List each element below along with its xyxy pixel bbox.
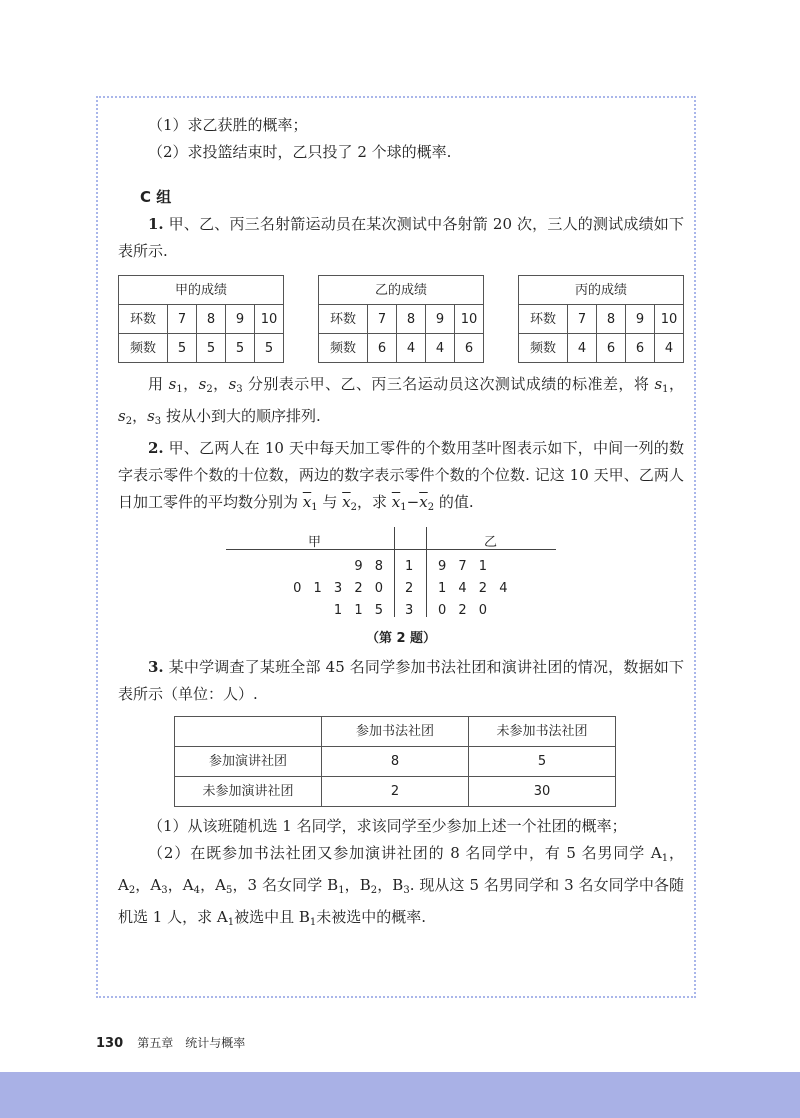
prev-item-1: （1）求乙获胜的概率； xyxy=(148,116,308,134)
score-tables xyxy=(118,275,684,363)
q3-body: 某中学调查了某班全部 45 名同学参加书法社团和演讲社团的情况，数据如下表所示（单位：人）. xyxy=(118,658,684,703)
score-table-yi xyxy=(318,275,484,363)
table-cell: 4 xyxy=(426,334,455,363)
row-label: 频数 xyxy=(519,334,568,363)
stem-leaf-header-line xyxy=(226,549,556,550)
table-cell: 5 xyxy=(255,334,284,363)
table-cell: 9 xyxy=(626,305,655,334)
table-header: 未参加书法社团 xyxy=(469,717,616,747)
table-cell: 4 xyxy=(568,334,597,363)
q1-after-text: 分别表示甲、乙、丙三名运动员这次测试成绩的标准差，将 xyxy=(242,375,655,393)
table-cell: 10 xyxy=(455,305,484,334)
table-cell: 9 xyxy=(426,305,455,334)
table-cell: 10 xyxy=(655,305,684,334)
row-label: 环数 xyxy=(119,305,168,334)
q1-after-text: 按从小到大的顺序排列. xyxy=(161,407,321,425)
stem-value: 3 xyxy=(405,603,414,618)
q3-item-1: （1）从该班随机选 1 名同学，求该同学至少参加上述一个社团的概率； xyxy=(148,817,627,835)
table-cell: 10 xyxy=(255,305,284,334)
table-cell: 4 xyxy=(397,334,426,363)
table-cell: 9 xyxy=(226,305,255,334)
stem-value: 1 xyxy=(405,559,414,574)
q3-item2-text: （2）在既参加书法社团又参加演讲社团的 8 名同学中，有 5 名男同学 xyxy=(148,844,651,862)
exercise-content xyxy=(118,112,684,936)
row-label: 参加演讲社团 xyxy=(175,747,322,777)
table-cell: 8 xyxy=(597,305,626,334)
q1-text xyxy=(118,211,684,265)
table-cell: 8 xyxy=(322,747,469,777)
table-cell: 7 xyxy=(368,305,397,334)
stem-right-leaves: 0 2 0 xyxy=(438,603,489,618)
q2-ask: ，求 xyxy=(357,493,392,511)
table-cell: 5 xyxy=(168,334,197,363)
table-cell: 7 xyxy=(568,305,597,334)
q3-item-2: （2）在既参加书法社团又参加演讲社团的 8 名同学中，有 5 名男同学 $A_1$，$A_2$，$A_3$，$A_4$，$A_5$，3 名女同学 $B_1$，$B_2$，$B_3$. 现从这 5 名男同学和 3 名女同学中各随机选 1 人，求 $A_1$被选中且 $B_1$未被选中的概率. xyxy=(118,844,685,928)
table-cell: 6 xyxy=(597,334,626,363)
table-cell: 30 xyxy=(469,777,616,807)
table-cell: 5 xyxy=(226,334,255,363)
table-header: 参加书法社团 xyxy=(322,717,469,747)
q3-text xyxy=(118,654,684,708)
page-number: 130 xyxy=(96,1036,124,1051)
stem-right-leaves: 9 7 1 xyxy=(438,559,489,574)
q1-after-text: 用 xyxy=(148,375,169,393)
q2-and: 与 xyxy=(317,493,343,511)
row-label: 未参加演讲社团 xyxy=(175,777,322,807)
table-cell: 6 xyxy=(626,334,655,363)
prev-item-2: （2）求投篮结束时，乙只投了 2 个球的概率. xyxy=(148,143,452,161)
table-cell: 4 xyxy=(655,334,684,363)
score-table-bing xyxy=(518,275,684,363)
table-header xyxy=(175,717,322,747)
q2-number: 2. xyxy=(148,439,164,457)
stem-divider-left xyxy=(394,527,395,617)
table-caption: 丙的成绩 xyxy=(519,276,684,305)
club-table xyxy=(174,716,616,807)
table-cell: 7 xyxy=(168,305,197,334)
table-caption: 乙的成绩 xyxy=(319,276,484,305)
stem-right-leaves: 1 4 2 4 xyxy=(438,581,509,596)
stem-left-leaves: 0 1 3 2 0 xyxy=(293,581,384,596)
stem-right-head: 乙 xyxy=(484,535,498,550)
row-label: 频数 xyxy=(319,334,368,363)
q2-body: 甲、乙两人在 10 天中每天加工零件的个数用茎叶图表示如下，中间一列的数字表示零件个数的十位数，两边的数字表示零件个数的个位数. 记这 10 天甲、乙两人日加工零件的平均数分别为 xyxy=(118,439,684,511)
stem-divider-right xyxy=(426,527,427,617)
table-cell: 6 xyxy=(368,334,397,363)
q1-body: 甲、乙、丙三名射箭运动员在某次测试中各射箭 20 次，三人的测试成绩如下表所示. xyxy=(118,215,684,260)
stem-leaf-plot xyxy=(118,527,684,619)
table-cell: 5 xyxy=(197,334,226,363)
table-cell: 5 xyxy=(469,747,616,777)
chapter-title: 第五章 统计与概率 xyxy=(137,1036,246,1050)
group-title: C 组 xyxy=(140,188,172,206)
q1-followup: 用 $s_1$，$s_2$，$s_3$ 分别表示甲、乙、丙三名运动员这次测试成绩的标准差，将 $s_1$，$s_2$，$s_3$ 按从小到大的顺序排列. xyxy=(118,375,684,427)
q2-text: 2. 甲、乙两人在 10 天中每天加工零件的个数用茎叶图表示如下，中间一列的数字表示零件个数的十位数，两边的数字表示零件个数的个位数. 记这 10 天甲、乙两人日加工零件的平均数分别为 $\overline{x}_1$ 与 $\overline{x}_2$，求 $\overline{x}_1-\overline{x}_2$ 的值. xyxy=(118,439,684,513)
row-label: 环数 xyxy=(319,305,368,334)
table-cell: 2 xyxy=(322,777,469,807)
q3-item2-text: ，3 名女同学 xyxy=(232,876,328,894)
q3-item2-text: . 现从这 5 名男同学和 3 名女同学中各随机选 1 人，求 xyxy=(118,876,685,926)
stem-left-leaves: 1 1 5 xyxy=(333,603,384,618)
figure-caption: （第 2 题） xyxy=(365,631,437,646)
q3-item2-text: 未被选中的概率. xyxy=(316,908,427,926)
stem-left-leaves: 9 8 xyxy=(354,559,384,574)
stem-value: 2 xyxy=(405,581,414,596)
table-cell: 8 xyxy=(397,305,426,334)
score-table-jia xyxy=(118,275,284,363)
row-label: 频数 xyxy=(119,334,168,363)
q3-number: 3. xyxy=(148,658,164,676)
table-caption: 甲的成绩 xyxy=(119,276,284,305)
q1-number: 1. xyxy=(148,215,164,233)
table-cell: 8 xyxy=(197,305,226,334)
q2-end: 的值. xyxy=(434,493,474,511)
row-label: 环数 xyxy=(519,305,568,334)
q3-item2-text: 被选中且 xyxy=(234,908,299,926)
page-footer xyxy=(96,1034,245,1051)
bottom-band xyxy=(0,1072,800,1118)
table-cell: 6 xyxy=(455,334,484,363)
stem-left-head: 甲 xyxy=(308,535,322,550)
